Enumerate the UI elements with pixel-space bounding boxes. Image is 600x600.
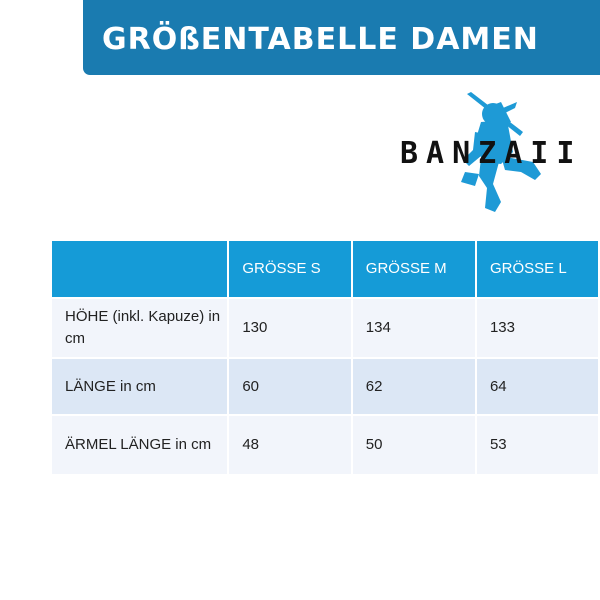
table-cell: 134 [353, 299, 475, 357]
table-header-cell: GRÖSSE M [353, 241, 475, 297]
brand-logo-text: BANZAII [400, 136, 583, 171]
table-cell: 130 [229, 299, 350, 357]
row-label: ÄRMEL LÄNGE in cm [52, 416, 227, 474]
table-cell: 48 [229, 416, 350, 474]
size-table [50, 239, 600, 476]
table-row [52, 416, 598, 474]
table-cell: 53 [477, 416, 598, 474]
table-header-row [52, 241, 598, 297]
table-cell: 62 [353, 359, 475, 414]
row-label: HÖHE (inkl. Kapuze) in cm [52, 299, 227, 357]
table-row [52, 359, 598, 414]
table-row [52, 299, 598, 357]
row-label: LÄNGE in cm [52, 359, 227, 414]
table-header-cell: GRÖSSE L [477, 241, 598, 297]
brand-logo [400, 92, 600, 217]
table-cell: 60 [229, 359, 350, 414]
table-cell: 133 [477, 299, 598, 357]
table-cell: 64 [477, 359, 598, 414]
table-header-cell [52, 241, 227, 297]
table-header-cell: GRÖSSE S [229, 241, 350, 297]
page-title: GRÖßENTABELLE DAMEN [102, 22, 539, 57]
table-cell: 50 [353, 416, 475, 474]
